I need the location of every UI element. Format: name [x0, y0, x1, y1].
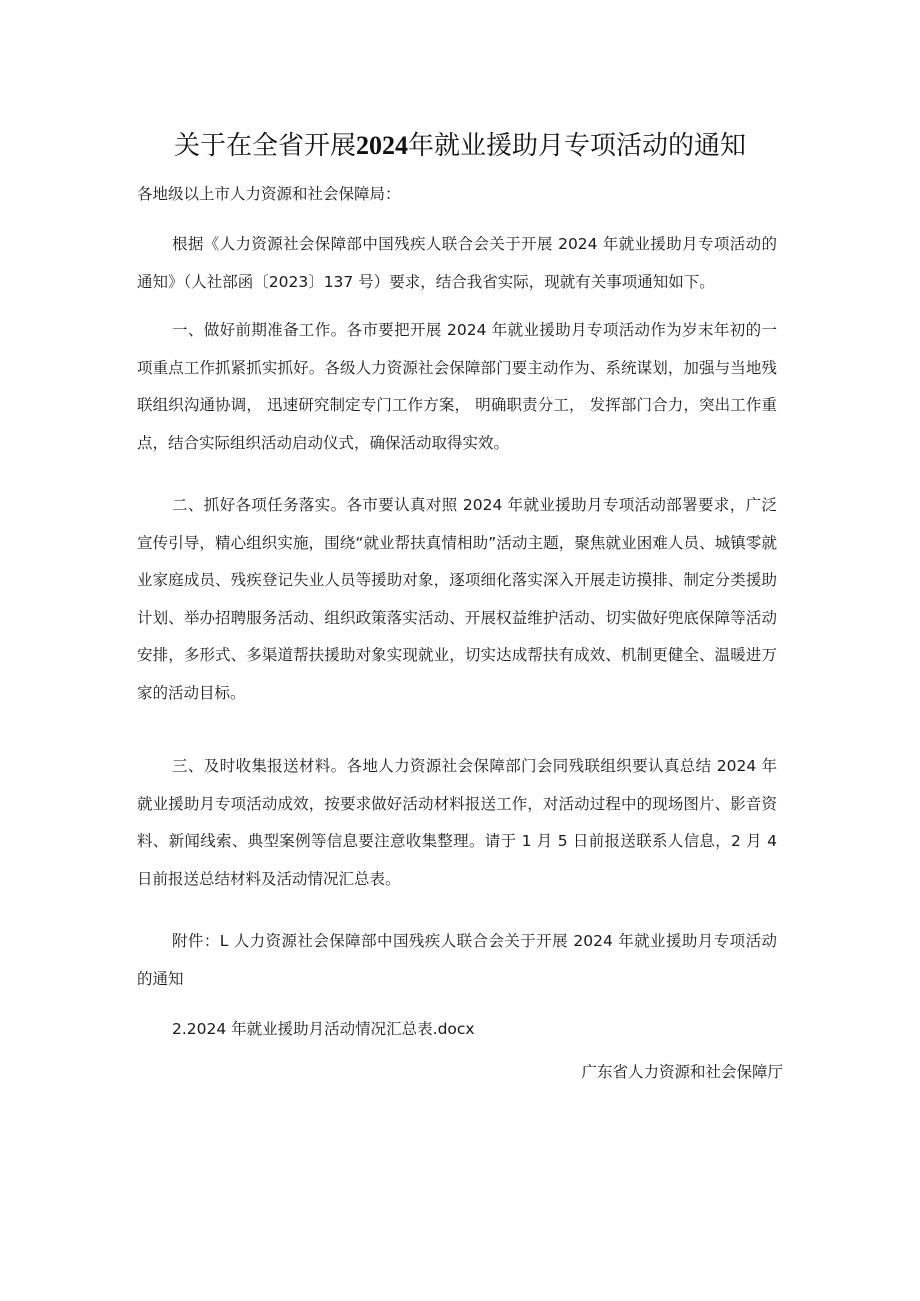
attachment-2-link[interactable]: 2.2024 年就业援助月活动情况汇总表.docx: [172, 1020, 475, 1038]
title-suffix: 年就业援助月专项活动的通知: [408, 131, 747, 161]
title-prefix: 关于在全省开展: [173, 131, 356, 161]
paragraph-attachment-1: 附件：L 人力资源社会保障部中国残疾人联合会关于开展 2024 年就业援助月专项活动的通知: [137, 932, 777, 988]
document-title: [0, 128, 920, 164]
paragraph-implementation: 二、抓好各项任务落实。各市要认真对照 2024 年就业援助月专项活动部署要求，广泛宣传引导，精心组织实施，围绕“就业帮扶真情相助”活动主题，聚焦就业困难人员、城镇零就业家庭成员、残疾登记失业人员等援助对象，逐项细化落实深入开展走访摸排、制定分类援助计划、举办招聘服务活动、组织政策落实活动、开展权益维护活动、切实做好兜底保障等活动安排，多形式、多渠道帮扶援助对象实现就业，切实达成帮扶有成效、机制更健全、温暖进万家的活动目标。: [137, 496, 777, 702]
paragraph-intro: 根据《人力资源社会保障部中国残疾人联合会关于开展 2024 年就业援助月专项活动的通知》（人社部函〔2023〕137 号）要求，结合我省实际，现就有关事项通知如下。: [137, 235, 777, 291]
salutation: 各地级以上市人力资源和社会保障局：: [137, 185, 401, 203]
paragraph-preparation: 一、做好前期准备工作。各市要把开展 2024 年就业援助月专项活动作为岁末年初的一项重点工作抓紧抓实抓好。各级人力资源社会保障部门要主动作为、系统谋划，加强与当地残联组织沟通协调， 迅速研究制定专门工作方案， 明确职责分工， 发挥部门合力，突出工作重点，结合实际组织活动启动仪式，确保活动取得实效。: [137, 321, 777, 452]
signature: 广东省人力资源和社会保障厅: [581, 1063, 783, 1081]
title-year: 2024: [356, 131, 408, 160]
paragraph-reporting: 三、及时收集报送材料。各地人力资源社会保障部门会同残联组织要认真总结 2024 年就业援助月专项活动成效，按要求做好活动材料报送工作，对活动过程中的现场图片、影音资料、新闻线索、典型案例等信息要注意收集整理。请于 1 月 5 日前报送联系人信息，2 月 4 日前报送总结材料及活动情况汇总表。: [137, 757, 777, 888]
